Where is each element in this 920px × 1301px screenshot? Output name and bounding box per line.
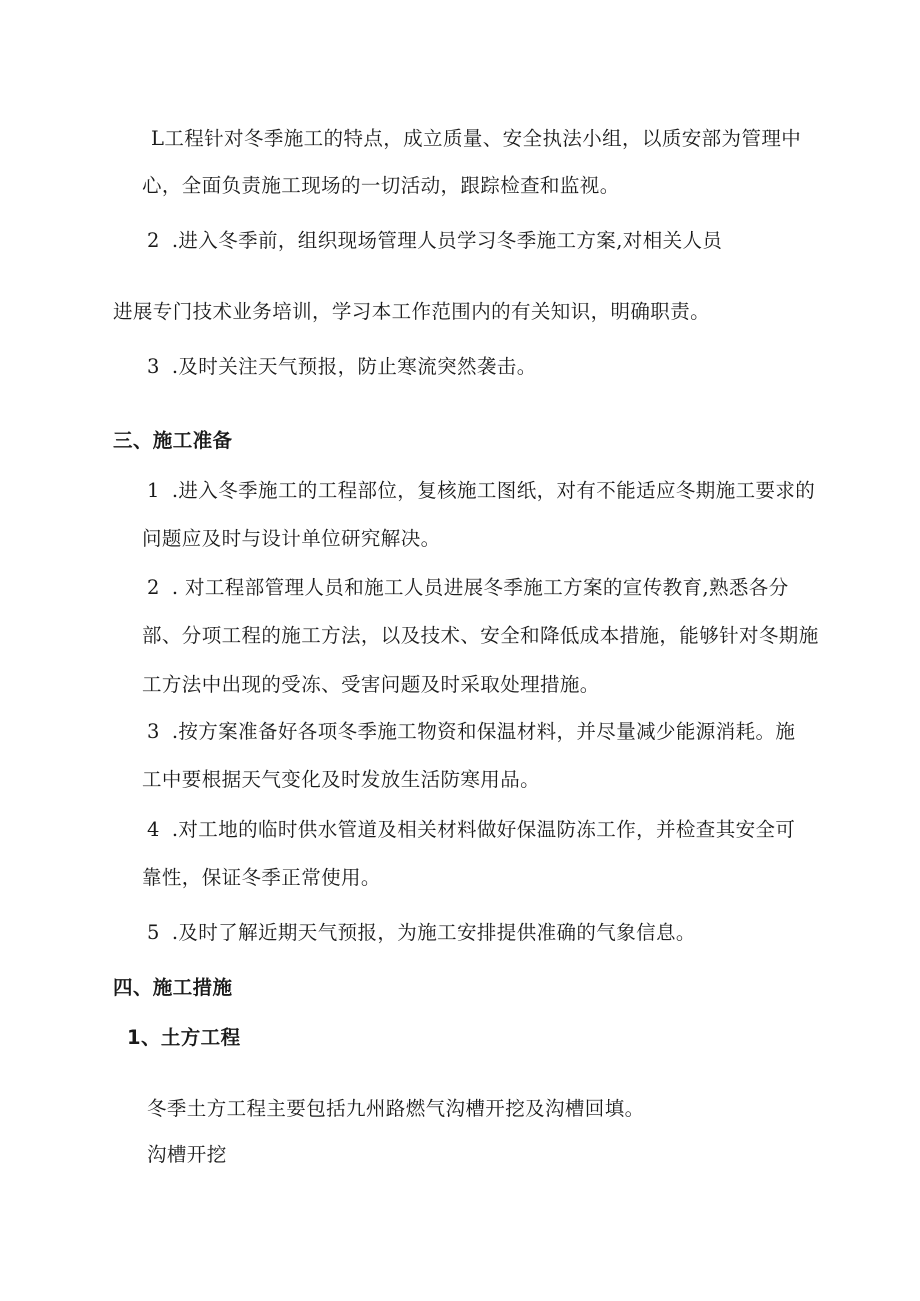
paragraph-line: 心，全面负责施工现场的一切活动，跟踪检查和监视。 xyxy=(142,174,620,197)
item-number: 2 xyxy=(147,576,160,599)
item-number: 4 xyxy=(147,818,160,841)
paragraph-line: 工中要根据天气变化及时发放生活防寒用品。 xyxy=(142,768,541,791)
item-number: L xyxy=(151,127,165,150)
paragraph-line: 5 .及时了解近期天气预报，为施工安排提供准确的气象信息。 xyxy=(147,921,696,944)
item-number: 2 xyxy=(147,229,160,252)
item-number: 1 xyxy=(147,479,160,502)
paragraph-line: 冬季土方工程主要包括九州路燃气沟槽开挖及沟槽回填。 xyxy=(147,1097,645,1120)
section-heading: 四、施工措施 xyxy=(113,976,233,999)
paragraph-line: 4 .对工地的临时供水管道及相关材料做好保温防冻工作，并检查其安全可 xyxy=(147,818,796,841)
paragraph-line: 3 .按方案准备好各项冬季施工物资和保温材料，并尽量减少能源消耗。施 xyxy=(147,720,796,743)
paragraph-line: 靠性，保证冬季正常使用。 xyxy=(142,866,381,889)
paragraph-line: 2 . 对工程部管理人员和施工人员进展冬季施工方案的宣传教育,熟悉各分 xyxy=(147,576,789,599)
item-number: 3 xyxy=(147,720,160,743)
paragraph-line: 2 .进入冬季前，组织现场管理人员学习冬季施工方案,对相关人员 xyxy=(147,229,723,252)
paragraph-line: 部、分项工程的施工方法，以及技术、安全和降低成本措施，能够针对冬期施 xyxy=(142,624,819,647)
paragraph-line: 3 .及时关注天气预报，防止寒流突然袭击。 xyxy=(147,355,537,378)
paragraph-line: L工程针对冬季施工的特点，成立质量、安全执法小组，以质安部为管理中 xyxy=(151,127,802,150)
paragraph-line: 1 .进入冬季施工的工程部位，复核施工图纸，对有不能适应冬期施工要求的 xyxy=(147,479,816,502)
subsection-heading: 1、土方工程 xyxy=(127,1026,241,1049)
subtopic-title: 沟槽开挖 xyxy=(147,1143,227,1166)
paragraph-line: 进展专门技术业务培训，学习本工作范围内的有关知识，明确职责。 xyxy=(113,300,711,323)
section-heading: 三、施工准备 xyxy=(113,429,233,452)
paragraph-line: 问题应及时与设计单位研究解决。 xyxy=(142,527,441,550)
paragraph-line: 工方法中出现的受冻、受害问题及时采取处理措施。 xyxy=(142,673,600,696)
item-number: 5 xyxy=(147,921,160,944)
item-number: 3 xyxy=(147,355,160,378)
